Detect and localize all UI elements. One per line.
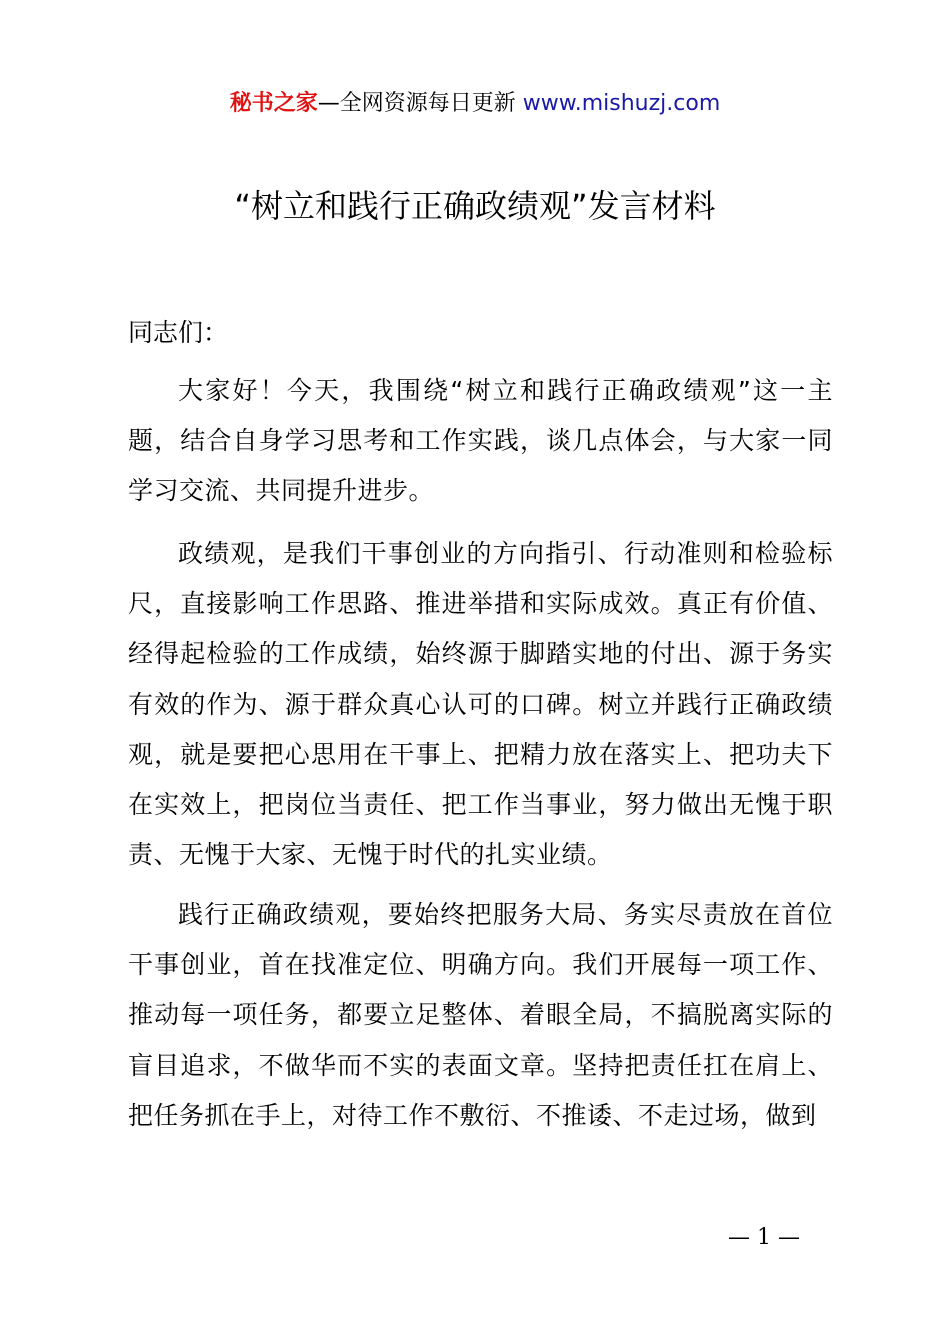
- document-salutation: 同志们：: [128, 318, 229, 347]
- site-slogan: —全网资源每日更新: [317, 91, 516, 116]
- document-paragraph-block: [128, 529, 833, 880]
- document-paragraph: 政绩观，是我们干事创业的方向指引、行动准则和检验标尺，直接影响工作思路、推进举措和实际成效。真正有价值、经得起检验的工作成绩，始终源于脚踏实地的付出、源于务实有效的作为、源于群众真心认可的口碑。树立并践行正确政绩观，就是要把心思用在干事上、把精力放在落实上、把功夫下在实效上，把岗位当责任、把工作当事业，努力做出无愧于职责、无愧于大家、无愧于时代的扎实业绩。: [128, 539, 833, 870]
- document-paragraph-block: [128, 366, 833, 517]
- site-brand: 秘书之家: [229, 91, 318, 116]
- document-paragraph: 践行正确政绩观，要始终把服务大局、务实尽责放在首位干事创业，首在找准定位、明确方向。我们开展每一项工作、推动每一项任务，都要立足整体、着眼全局，不搞脱离实际的盲目追求，不做华而不实的表面文章。坚持把责任扛在肩上、把任务抓在手上，对待工作不敷衍、不推诿、不走过场，做到: [128, 900, 833, 1130]
- site-header: [0, 88, 950, 120]
- document-title: “树立和践行正确政绩观”发言材料: [234, 187, 716, 225]
- page-number: — 1 —: [728, 1225, 800, 1250]
- site-url-link[interactable]: www.mishuzj.com: [522, 91, 721, 116]
- document-paragraph: 大家好！今天，我围绕“树立和践行正确政绩观”这一主题，结合自身学习思考和工作实践，谈几点体会，与大家一同学习交流、共同提升进步。: [128, 376, 833, 506]
- document-paragraph-block: [128, 890, 833, 1141]
